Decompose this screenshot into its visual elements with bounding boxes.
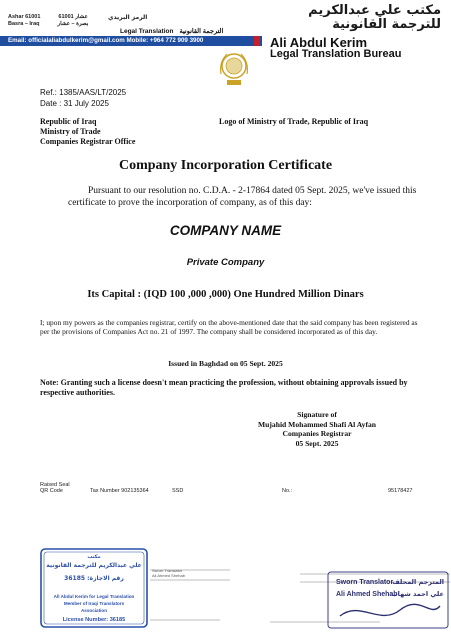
ministry-logo-note: Logo of Ministry of Trade, Republic of Iraq (219, 117, 369, 126)
address-ar-line1: عشار 61001 (58, 14, 88, 20)
resolution-paragraph: Pursuant to our resolution no. C.D.A. - 2-17864 dated 05 Sept. 2025, we've issued this certificate to prove the incorporation of company, as of this day: (68, 186, 417, 208)
address-en-line2: Basra – Iraq (8, 21, 40, 27)
translator-note-line2: Ali Ahmed Shehab (152, 573, 185, 578)
translator-note (152, 568, 232, 578)
contact-band: Email: officialaliabdulkerim@gmail.com Mobile: +964 772 909 3900 (0, 36, 262, 46)
issued-line: Issued in Baghdad on 05 Sept. 2025 (168, 359, 283, 368)
signature-block (232, 410, 402, 448)
ssd-label: SSD (172, 488, 184, 494)
certification-paragraph: I; upon my powers as the companies registrar, certify on the above-mentioned date that the said company has been registered as per the provisions of Companies Act no. 21 of 1997. The company shall be considered incorporated as of this day. (40, 318, 418, 336)
qr-code-label: QR Code (40, 488, 63, 494)
company-type: Private Company (186, 257, 265, 268)
bureau-name: Ali Abdul Kerim (270, 35, 368, 50)
office-title-ar (308, 4, 441, 32)
company-name: COMPANY NAME (169, 223, 282, 238)
signature-name: Mujahid Mohammed Shafi Al Ayfan (258, 419, 376, 429)
signature-title: Companies Registrar (282, 429, 352, 438)
translator-signature (340, 604, 440, 616)
stamp-right-en1: Sworn Translator (336, 579, 394, 586)
legal-translation-ar: الترجمة القانونية (179, 28, 224, 35)
postal-label-ar: الرمز البريدي (108, 14, 148, 21)
stamp-en-line2: Member of Iraqi Translators (63, 601, 125, 606)
stamp-ar-line1: علي عبدالكريم للترجمة القانونية (46, 562, 142, 569)
stamp-en-line1: All Abdul Kerim for Legal Translation (53, 594, 135, 599)
org-line3: Companies Registrar Office (40, 137, 136, 146)
bureau-subtitle: Legal Translation Bureau (270, 48, 402, 60)
company-capital: Its Capital : (IQD 100 ,000 ,000) One Hundred Million Dinars (87, 289, 364, 300)
stamp-license: License Number: 36185 (62, 617, 126, 623)
sworn-translator-stamp (280, 570, 450, 632)
signature-date: 05 Sept. 2025 (295, 438, 339, 448)
ref-number: Ref.: 1385/AAS/LT/2025 (40, 88, 127, 97)
stamp-right-en2: Ali Ahmed Shehab (336, 591, 398, 598)
stamp-license-ar: رقم الاجازة: 36185 (64, 575, 124, 582)
issuing-organization (40, 117, 135, 147)
reference-block (40, 87, 126, 109)
ref-date: Date : 31 July 2025 (40, 99, 109, 108)
certificate-title: Company Incorporation Certificate (118, 158, 333, 173)
tax-number: Tax Number 902135364 (90, 488, 149, 494)
number-label: No.: (282, 488, 293, 494)
raised-seal-label: Raised Seal (40, 482, 70, 488)
office-title-ar-line2: للترجمة القانونية (332, 17, 441, 32)
header-address (8, 14, 88, 28)
bureau-crest-icon (215, 48, 253, 88)
org-line1: Republic of Iraq (40, 117, 97, 126)
office-title-ar-line1: مكتب علي عبدالكريم (308, 3, 441, 18)
office-stamp (40, 548, 148, 628)
stamp-en-line3: Association (80, 608, 108, 613)
address-en-line1: Ashar 61001 (8, 14, 41, 20)
stamp-right-ar2: علي احمد شهاب (391, 590, 444, 598)
legal-translation-en: Legal Translation (120, 28, 174, 35)
translator-note-line1: Sworn Translator (152, 568, 183, 573)
signature-line1: Signature of (297, 410, 337, 419)
org-line2: Ministry of Trade (40, 127, 101, 136)
address-ar-line2: بصرة – عشار (57, 21, 89, 27)
contact-band-accent (254, 36, 260, 46)
legal-translation-label (120, 27, 223, 35)
number-value: 95178427 (388, 488, 413, 494)
stamp-right-ar1: المترجم المحلف (392, 578, 444, 586)
license-note: Note: Granting such a license doesn't mean practicing the profession, without obtaining approvals issued by respective authorities. (40, 378, 408, 397)
stamp-ar-top: مكتب (87, 554, 101, 560)
